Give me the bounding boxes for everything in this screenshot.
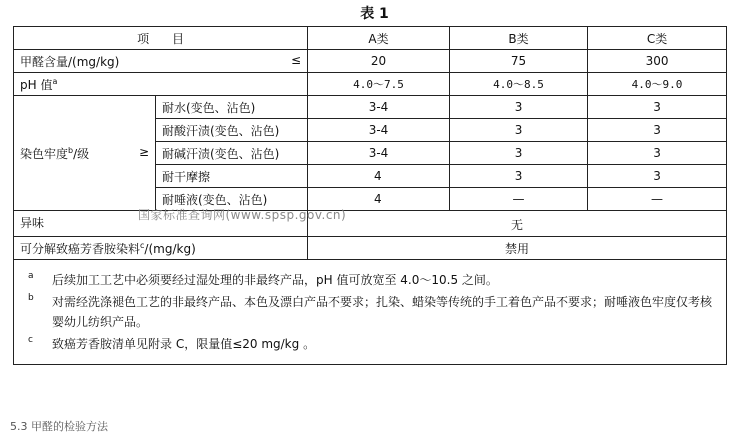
colorfast-unit: /级 (73, 146, 90, 161)
header-item: 项 目 (14, 27, 308, 50)
ph-c: 4.0～9.0 (588, 73, 727, 96)
colorfast-sub-a: 3-4 (308, 142, 450, 165)
odor-value: 无 (308, 211, 727, 237)
footnote-a (28, 270, 712, 290)
azo-footnote-mark: c (140, 240, 145, 250)
footnote-b (28, 292, 712, 332)
footnotes-cell (14, 260, 727, 365)
colorfast-sub-c: 3 (588, 142, 727, 165)
formaldehyde-a: 20 (308, 50, 450, 73)
header-class-b: B类 (450, 27, 588, 50)
colorfast-sub-label: 耐水(变色、沾色) (156, 96, 308, 119)
azo-unit: /(mg/kg) (144, 241, 196, 256)
colorfast-sub-label: 耐干摩擦 (156, 165, 308, 188)
colorfast-sub-label: 耐唾液(变色、沾色) (156, 188, 308, 211)
colorfast-footnote-mark: b (68, 145, 74, 155)
footnote-mark: b (28, 293, 34, 303)
odor-label: 异味 (14, 211, 308, 237)
ph-label-cell (14, 73, 308, 96)
footnote-text: 后续加工工艺中必须要经过湿处理的非最终产品，pH 值可放宽至 4.0～10.5 之间。 (52, 273, 498, 287)
azo-label-cell (14, 237, 308, 260)
colorfast-sub-c: 3 (588, 119, 727, 142)
azo-value: 禁用 (308, 237, 727, 260)
standards-table (13, 26, 727, 365)
colorfast-sub-c: 3 (588, 165, 727, 188)
footnote-mark: a (28, 271, 34, 281)
footnote-c (28, 334, 712, 354)
row-odor (14, 211, 727, 237)
footnote-text: 对需经洗涤褪色工艺的非最终产品、本色及漂白产品不要求；扎染、蜡染等传统的手工着色产品不要求；耐唾液色牢度仅考核婴幼儿纺织产品。 (52, 295, 713, 329)
row-ph (14, 73, 727, 96)
colorfast-label-cell (14, 96, 156, 211)
formaldehyde-sign: ≤ (290, 52, 302, 67)
row-formaldehyde (14, 50, 727, 73)
footer-fragment: 5.3 甲醛的检验方法 (10, 420, 108, 433)
notes-row (14, 260, 727, 365)
formaldehyde-label: 甲醛含量/(mg/kg) (20, 54, 120, 69)
ph-footnote-mark: a (52, 76, 58, 86)
header-row (14, 27, 727, 50)
formaldehyde-c: 300 (588, 50, 727, 73)
colorfast-sub-label: 耐碱汗渍(变色、沾色) (156, 142, 308, 165)
colorfast-sub-a: 4 (308, 188, 450, 211)
row-azo-dyes (14, 237, 727, 260)
header-class-a: A类 (308, 27, 450, 50)
colorfast-sub-label: 耐酸汗渍(变色、沾色) (156, 119, 308, 142)
ph-a: 4.0～7.5 (308, 73, 450, 96)
ph-b: 4.0～8.5 (450, 73, 588, 96)
footnote-text: 致癌芳香胺清单见附录 C，限量值≤20 mg/kg 。 (52, 337, 316, 351)
ph-label: pH 值 (20, 77, 53, 92)
colorfast-label: 染色牢度 (20, 146, 69, 161)
colorfast-sub-c: — (588, 188, 727, 211)
formaldehyde-b: 75 (450, 50, 588, 73)
formaldehyde-label-cell (14, 50, 308, 73)
table-caption: 表 1 (360, 6, 389, 22)
header-class-c: C类 (588, 27, 727, 50)
colorfast-sub-c: 3 (588, 96, 727, 119)
row-colorfast-water (14, 96, 727, 119)
azo-label: 可分解致癌芳香胺染料 (20, 241, 141, 256)
colorfast-sub-a: 3-4 (308, 119, 450, 142)
watermark: 国家标准查询网(www.spsp.gov.cn) (138, 208, 347, 222)
colorfast-sign: ≥ (138, 144, 149, 159)
colorfast-sub-a: 3-4 (308, 96, 450, 119)
colorfast-sub-a: 4 (308, 165, 450, 188)
colorfast-sub-b: 3 (450, 165, 588, 188)
footnote-mark: c (28, 335, 33, 345)
colorfast-sub-b: 3 (450, 142, 588, 165)
colorfast-sub-b: — (450, 188, 588, 211)
colorfast-sub-b: 3 (450, 119, 588, 142)
colorfast-sub-b: 3 (450, 96, 588, 119)
